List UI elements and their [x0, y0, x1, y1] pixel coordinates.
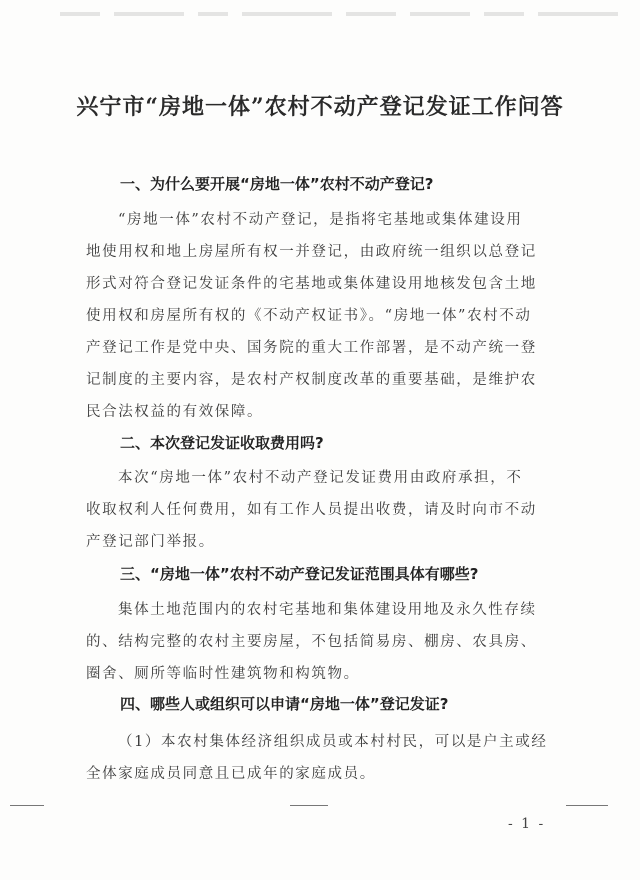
section-heading-1: 一、为什么要开展“房地一体”农村不动产登记?: [120, 175, 434, 193]
footer-rule-center: [290, 805, 328, 806]
paragraph-line: 的、结构完整的农村主要房屋，不包括简易房、棚房、农具房、: [86, 634, 537, 650]
paragraph-line: 地使用权和地上房屋所有权一并登记，由政府统一组织以总登记: [86, 244, 537, 260]
section-heading-2: 二、本次登记发证收取费用吗?: [120, 434, 324, 452]
paragraph-line: 产登记部门举报。: [86, 534, 215, 550]
paragraph-line: 本次“房地一体”农村不动产登记发证费用由政府承担，不: [118, 470, 523, 486]
paragraph-line: 圈舍、厕所等临时性建筑物和构筑物。: [86, 666, 360, 682]
section-heading-3: 三、“房地一体”农村不动产登记发证范围具体有哪些?: [120, 565, 479, 583]
paragraph-line: 形式对符合登记发证条件的宅基地或集体建设用地核发包含土地: [86, 276, 537, 292]
footer-rule-left: [10, 805, 44, 806]
paragraph-line: 集体土地范围内的农村宅基地和集体建设用地及永久性存续: [118, 602, 537, 618]
paragraph-line: 记制度的主要内容，是农村产权制度改革的重要基础，是维护农: [86, 372, 537, 388]
paragraph-line: 产登记工作是党中央、国务院的重大工作部署，是不动产统一登: [86, 340, 537, 356]
paragraph-line: 全体家庭成员同意且已成年的家庭成员。: [86, 766, 376, 782]
paragraph-line: 民合法权益的有效保障。: [86, 404, 264, 420]
paragraph-line: （1）本农村集体经济组织成员或本村村民，可以是户主或经: [118, 734, 548, 750]
section-heading-4: 四、哪些人或组织可以申请“房地一体”登记发证?: [120, 695, 449, 713]
document-title: 兴宁市“房地一体”农村不动产登记发证工作问答: [76, 94, 564, 120]
scan-artifact: [60, 8, 620, 22]
page-number: - 1 -: [508, 816, 546, 832]
paragraph-line: 使用权和房屋所有权的《不动产权证书》。“房地一体”农村不动: [86, 308, 532, 324]
footer-rule-right: [566, 805, 608, 806]
paragraph-line: 收取权利人任何费用，如有工作人员提出收费，请及时向市不动: [86, 502, 537, 518]
paragraph-line: “房地一体”农村不动产登记，是指将宅基地或集体建设用: [118, 212, 523, 228]
